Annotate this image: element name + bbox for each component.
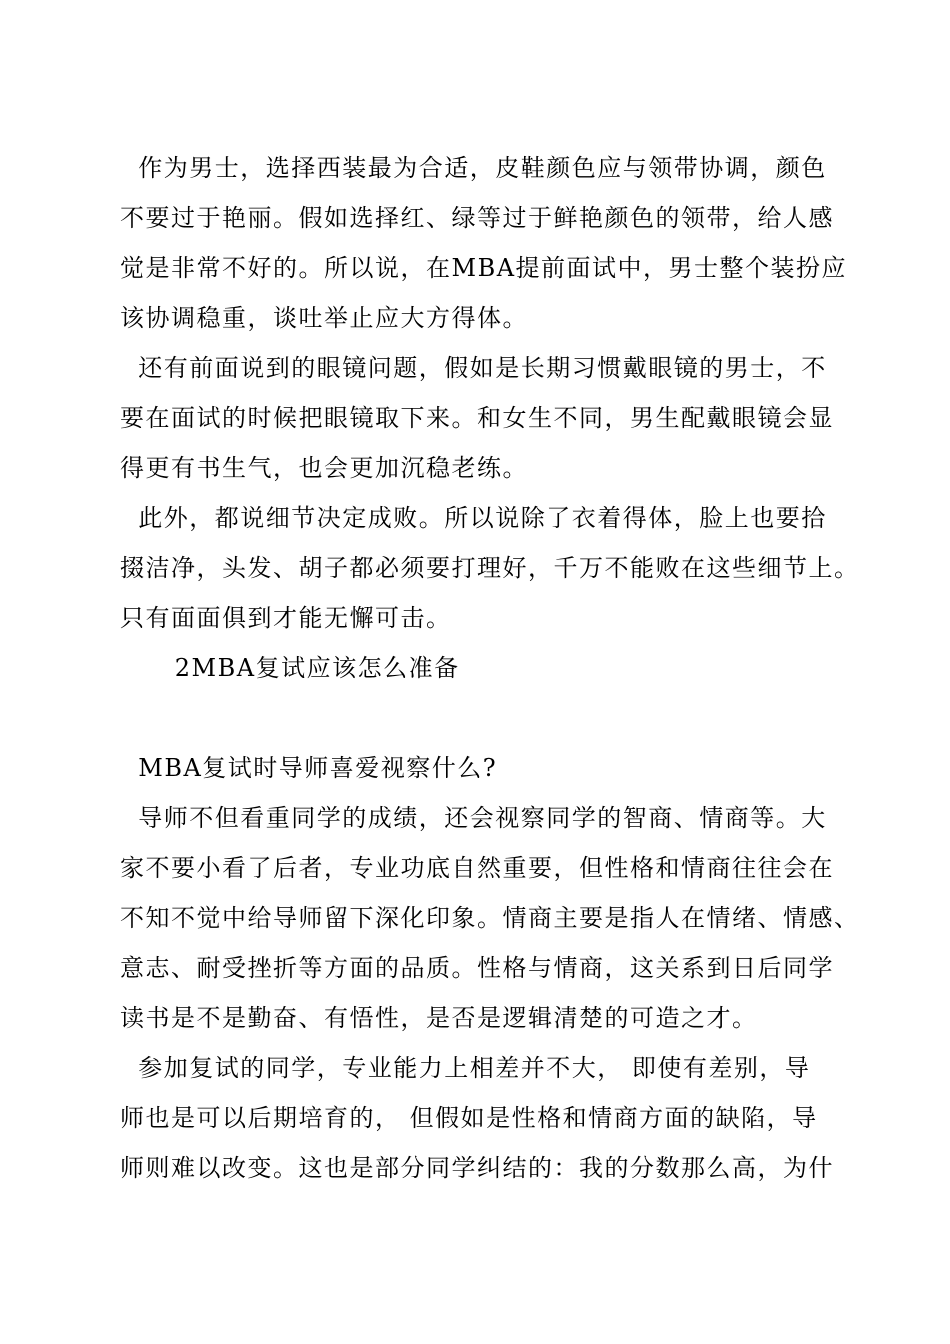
paragraph-line: 要在面试的时候把眼镜取下来。和女生不同，男生配戴眼镜会显 xyxy=(120,404,834,432)
paragraph-line: 不要过于艳丽。假如选择红、绿等过于鲜艳颜色的领带，给人感 xyxy=(120,204,834,232)
paragraph-line: 师也是可以后期培育的， 但假如是性格和情商方面的缺陷，导 xyxy=(120,1104,818,1132)
paragraph-line: 此外，都说细节决定成败。所以说除了衣着得体，脸上也要拾 xyxy=(120,504,827,532)
paragraph-line: 还有前面说到的眼镜问题，假如是长期习惯戴眼镜的男士，不 xyxy=(120,354,827,382)
paragraph-line: 师则难以改变。这也是部分同学纠结的：我的分数那么高，为什 xyxy=(120,1154,834,1182)
paragraph-line: 读书是不是勤奋、有悟性，是否是逻辑清楚的可造之才。 xyxy=(120,1004,758,1032)
question-heading: MBA复试时导师喜爱视察什么? xyxy=(120,754,498,782)
paragraph-line: 作为男士，选择西装最为合适，皮鞋颜色应与领带协调，颜色 xyxy=(120,154,827,182)
paragraph-line: 家不要小看了后者，专业功底自然重要，但性格和情商往往会在 xyxy=(120,854,834,882)
paragraph-line: 觉是非常不好的。所以说，在MBA提前面试中，男士整个装扮应 xyxy=(120,254,848,282)
paragraph-line: 参加复试的同学，专业能力上相差并不大， 即使有差别，导 xyxy=(120,1054,811,1082)
section-heading: 2MBA复试应该怎么准备 xyxy=(120,654,460,682)
paragraph-line: 不知不觉中给导师留下深化印象。情商主要是指人在情绪、情感、 xyxy=(120,904,860,932)
paragraph-line: 只有面面俱到才能无懈可击。 xyxy=(120,604,452,632)
paragraph-line: 该协调稳重，谈吐举止应大方得体。 xyxy=(120,304,528,332)
paragraph-line: 导师不但看重同学的成绩，还会视察同学的智商、情商等。大 xyxy=(120,804,827,832)
paragraph-line: 意志、耐受挫折等方面的品质。性格与情商，这关系到日后同学 xyxy=(120,954,834,982)
paragraph-line: 得更有书生气，也会更加沉稳老练。 xyxy=(120,454,528,482)
paragraph-line: 掇洁净，头发、胡子都必须要打理好，千万不能败在这些细节上。 xyxy=(120,554,860,582)
